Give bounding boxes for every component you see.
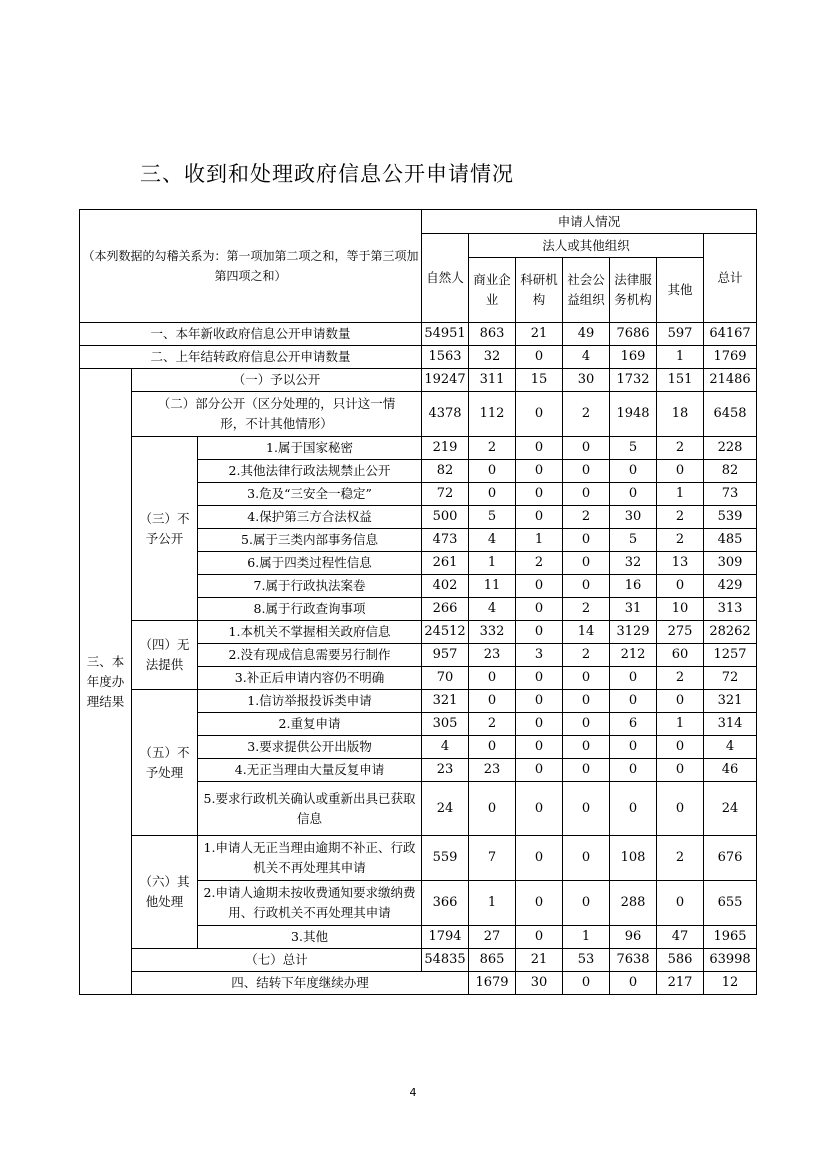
cell-legal-service: 5 [610,437,657,460]
cell-natural: 500 [422,506,469,529]
cell-other: 18 [657,392,704,437]
cell-other: 47 [657,926,704,949]
cell-legal-service: 96 [610,926,657,949]
header-legal: 法人或其他组织 [469,234,704,258]
cell-legal-service: 288 [610,881,657,926]
row-label: 1.本机关不掌握相关政府信息 [198,621,422,644]
cell-natural: 219 [422,437,469,460]
cell-total: 46 [704,759,757,782]
cell-legal-service: 5 [610,529,657,552]
cell-research: 3 [516,644,563,667]
cell-other: 2 [657,529,704,552]
cell-legal-service: 169 [610,346,657,369]
cell-public-welfare: 0 [563,759,610,782]
cell-other: 0 [657,881,704,926]
cell-other: 2 [657,667,704,690]
cell-legal-service: 217 [657,972,704,995]
cell-public-welfare: 0 [563,460,610,483]
cell-natural: 4378 [422,392,469,437]
row-label: 7.属于行政执法案卷 [198,575,422,598]
cell-research: 0 [516,575,563,598]
cell-natural: 1794 [422,926,469,949]
cell-research: 0 [516,836,563,881]
cell-natural: 24 [422,782,469,836]
cell-business: 4 [469,598,516,621]
cell-total: 1769 [704,346,757,369]
cell-legal-service: 3129 [610,621,657,644]
cell-natural: 54835 [422,949,469,972]
cell-business: 2 [469,437,516,460]
cell-other: 0 [657,736,704,759]
row-label: 1.属于国家秘密 [198,437,422,460]
cell-natural: 1679 [469,972,516,995]
row-label: 2.申请人逾期未按收费通知要求缴纳费用、行政机关不再处理其申请 [198,881,422,926]
cell-research: 0 [516,598,563,621]
header-natural: 自然人 [422,234,469,323]
header-total: 总计 [704,234,757,323]
table-note: （本列数据的勾稽关系为：第一项加第二项之和，等于第三项加第四项之和） [80,210,422,323]
cell-total: 1257 [704,644,757,667]
cell-research: 0 [516,926,563,949]
table-row [80,346,757,369]
cell-business: 0 [469,460,516,483]
cell-natural: 24512 [422,621,469,644]
cell-public-welfare: 30 [563,369,610,392]
cell-public-welfare: 49 [563,323,610,346]
cell-public-welfare: 0 [563,690,610,713]
header-business: 商业企业 [469,258,516,323]
row-label: 1.申请人无正当理由逾期不补正、行政机关不再处理其申请 [198,836,422,881]
cell-research: 2 [516,552,563,575]
group-cannot-provide: （四）无法提供 [132,621,198,690]
cell-public-welfare: 1 [563,926,610,949]
cell-total: 72 [704,667,757,690]
cell-other: 0 [657,575,704,598]
cell-total: 539 [704,506,757,529]
cell-legal-service: 0 [610,667,657,690]
cell-research: 0 [516,483,563,506]
row-label: 3.危及“三安全一稳定” [198,483,422,506]
cell-research: 0 [516,437,563,460]
cell-public-welfare: 0 [563,552,610,575]
cell-business: 23 [469,644,516,667]
cell-total: 28262 [704,621,757,644]
cell-business: 1 [469,552,516,575]
row-label: 5.要求行政机关确认或重新出具已获取信息 [198,782,422,836]
cell-other: 1 [657,346,704,369]
cell-legal-service: 31 [610,598,657,621]
cell-research: 0 [516,392,563,437]
cell-research: 0 [516,506,563,529]
row-label: 3.其他 [198,926,422,949]
row-label: 2.没有现成信息需要另行制作 [198,644,422,667]
cell-public-welfare: 2 [563,598,610,621]
cell-legal-service: 30 [610,506,657,529]
cell-business: 30 [516,972,563,995]
cell-natural: 366 [422,881,469,926]
cell-total: 82 [704,460,757,483]
cell-total: 314 [704,713,757,736]
cell-total: 63998 [704,949,757,972]
cell-total: 313 [704,598,757,621]
cell-business: 0 [469,667,516,690]
cell-legal-service: 0 [610,690,657,713]
header-row-1 [80,210,757,234]
group-no-disclose: （三）不予公开 [132,437,198,621]
cell-public-welfare: 0 [563,736,610,759]
cell-business: 0 [469,736,516,759]
cell-other: 151 [657,369,704,392]
page-number: 4 [409,1086,417,1099]
cell-other: 0 [657,782,704,836]
table-row [80,437,757,460]
row-label: 6.属于四类过程性信息 [198,552,422,575]
cell-research: 0 [516,759,563,782]
cell-other: 2 [657,437,704,460]
cell-total: 64167 [704,323,757,346]
cell-legal-service: 7686 [610,323,657,346]
cell-research: 0 [516,346,563,369]
cell-business: 5 [469,506,516,529]
table-row [80,836,757,881]
cell-natural: 559 [422,836,469,881]
table-row [80,392,757,437]
cell-natural: 1563 [422,346,469,369]
cell-legal-service: 1732 [610,369,657,392]
table-row [80,323,757,346]
cell-research: 0 [516,782,563,836]
cell-business: 2 [469,713,516,736]
cell-total: 485 [704,529,757,552]
cell-other: 0 [657,460,704,483]
group-not-process: （五）不予处理 [132,690,198,836]
cell-business: 332 [469,621,516,644]
cell-natural: 305 [422,713,469,736]
cell-total: 73 [704,483,757,506]
cell-natural: 23 [422,759,469,782]
cell-total: 429 [704,575,757,598]
cell-other: 10 [657,598,704,621]
cell-business: 7 [469,836,516,881]
cell-total: 24 [704,782,757,836]
cell-legal-service: 32 [610,552,657,575]
cell-research: 0 [516,667,563,690]
cell-other: 12 [704,972,757,995]
row-label: （一）予以公开 [132,369,422,392]
cell-business: 23 [469,759,516,782]
cell-public-welfare: 2 [563,506,610,529]
cell-natural: 957 [422,644,469,667]
cell-other: 0 [657,690,704,713]
cell-natural: 473 [422,529,469,552]
cell-business: 11 [469,575,516,598]
cell-legal-service: 1948 [610,392,657,437]
cell-research: 0 [516,881,563,926]
cell-natural: 4 [422,736,469,759]
row-label: 四、结转下年度继续办理 [132,972,469,995]
header-legal-service: 法律服务机构 [610,258,657,323]
header-research: 科研机构 [516,258,563,323]
cell-natural: 321 [422,690,469,713]
cell-business: 32 [469,346,516,369]
application-table [79,209,757,995]
cell-legal-service: 7638 [610,949,657,972]
cell-research: 21 [516,949,563,972]
cell-research: 0 [516,690,563,713]
cell-research: 0 [516,621,563,644]
cell-public-welfare: 0 [563,575,610,598]
cell-public-welfare: 2 [563,392,610,437]
row-label: 4.保护第三方合法权益 [198,506,422,529]
cell-business: 0 [469,782,516,836]
row-label: 1.信访举报投诉类申请 [198,690,422,713]
cell-public-welfare: 0 [563,483,610,506]
cell-natural: 266 [422,598,469,621]
cell-legal-service: 16 [610,575,657,598]
header-other: 其他 [657,258,704,323]
cell-legal-service: 0 [610,736,657,759]
table-row [80,369,757,392]
cell-business: 865 [469,949,516,972]
table-row [80,690,757,713]
cell-public-welfare: 0 [563,713,610,736]
header-public-welfare: 社会公益组织 [563,258,610,323]
cell-business: 1 [469,881,516,926]
cell-public-welfare: 0 [563,529,610,552]
cell-public-welfare: 0 [563,667,610,690]
cell-business: 27 [469,926,516,949]
cell-natural: 19247 [422,369,469,392]
cell-natural: 261 [422,552,469,575]
cell-total: 655 [704,881,757,926]
cell-research: 15 [516,369,563,392]
cell-other: 597 [657,323,704,346]
cell-other: 60 [657,644,704,667]
cell-public-welfare: 0 [563,836,610,881]
cell-other: 2 [657,506,704,529]
cell-total: 676 [704,836,757,881]
row-label: 一、本年新收政府信息公开申请数量 [80,323,422,346]
group-other-process: （六）其他处理 [132,836,198,949]
cell-total: 321 [704,690,757,713]
group-result: 三、本年度办理结果 [80,369,132,995]
table-row [80,621,757,644]
cell-public-welfare: 0 [563,437,610,460]
cell-public-welfare: 14 [563,621,610,644]
cell-public-welfare: 0 [610,972,657,995]
cell-research: 1 [516,529,563,552]
cell-total: 309 [704,552,757,575]
cell-natural: 72 [422,483,469,506]
row-label: 2.重复申请 [198,713,422,736]
cell-legal-service: 0 [610,483,657,506]
cell-other: 586 [657,949,704,972]
cell-public-welfare: 4 [563,346,610,369]
cell-legal-service: 6 [610,713,657,736]
cell-total: 4 [704,736,757,759]
cell-other: 1 [657,483,704,506]
cell-public-welfare: 0 [563,782,610,836]
cell-business: 311 [469,369,516,392]
cell-business: 0 [469,483,516,506]
row-label: 2.其他法律行政法规禁止公开 [198,460,422,483]
cell-total: 1965 [704,926,757,949]
cell-other: 13 [657,552,704,575]
cell-other: 0 [657,759,704,782]
row-label: （二）部分公开（区分处理的，只计这一情形，不计其他情形） [132,392,422,437]
cell-research: 0 [516,713,563,736]
cell-natural: 70 [422,667,469,690]
cell-business: 4 [469,529,516,552]
cell-business: 863 [469,323,516,346]
row-label: 5.属于三类内部事务信息 [198,529,422,552]
cell-research: 0 [563,972,610,995]
cell-research: 0 [516,736,563,759]
cell-total: 228 [704,437,757,460]
cell-legal-service: 0 [610,782,657,836]
row-label: 8.属于行政查询事项 [198,598,422,621]
header-applicant: 申请人情况 [422,210,757,234]
cell-research: 0 [516,460,563,483]
cell-total: 6458 [704,392,757,437]
cell-public-welfare: 2 [563,644,610,667]
cell-legal-service: 212 [610,644,657,667]
row-label: 3.补正后申请内容仍不明确 [198,667,422,690]
cell-business: 0 [469,690,516,713]
cell-legal-service: 0 [610,460,657,483]
cell-legal-service: 108 [610,836,657,881]
row-label: 二、上年结转政府信息公开申请数量 [80,346,422,369]
cell-other: 1 [657,713,704,736]
cell-natural: 82 [422,460,469,483]
cell-legal-service: 0 [610,759,657,782]
table-row [80,972,757,995]
cell-public-welfare: 53 [563,949,610,972]
cell-natural: 54951 [422,323,469,346]
cell-other: 2 [657,836,704,881]
cell-natural: 402 [422,575,469,598]
cell-research: 21 [516,323,563,346]
cell-business: 112 [469,392,516,437]
cell-public-welfare: 0 [563,881,610,926]
row-label: 4.无正当理由大量反复申请 [198,759,422,782]
cell-other: 275 [657,621,704,644]
row-label: 3.要求提供公开出版物 [198,736,422,759]
row-label: （七）总计 [132,949,422,972]
page-title: 三、收到和处理政府信息公开申请情况 [140,162,514,186]
cell-total: 21486 [704,369,757,392]
table-row [80,949,757,972]
